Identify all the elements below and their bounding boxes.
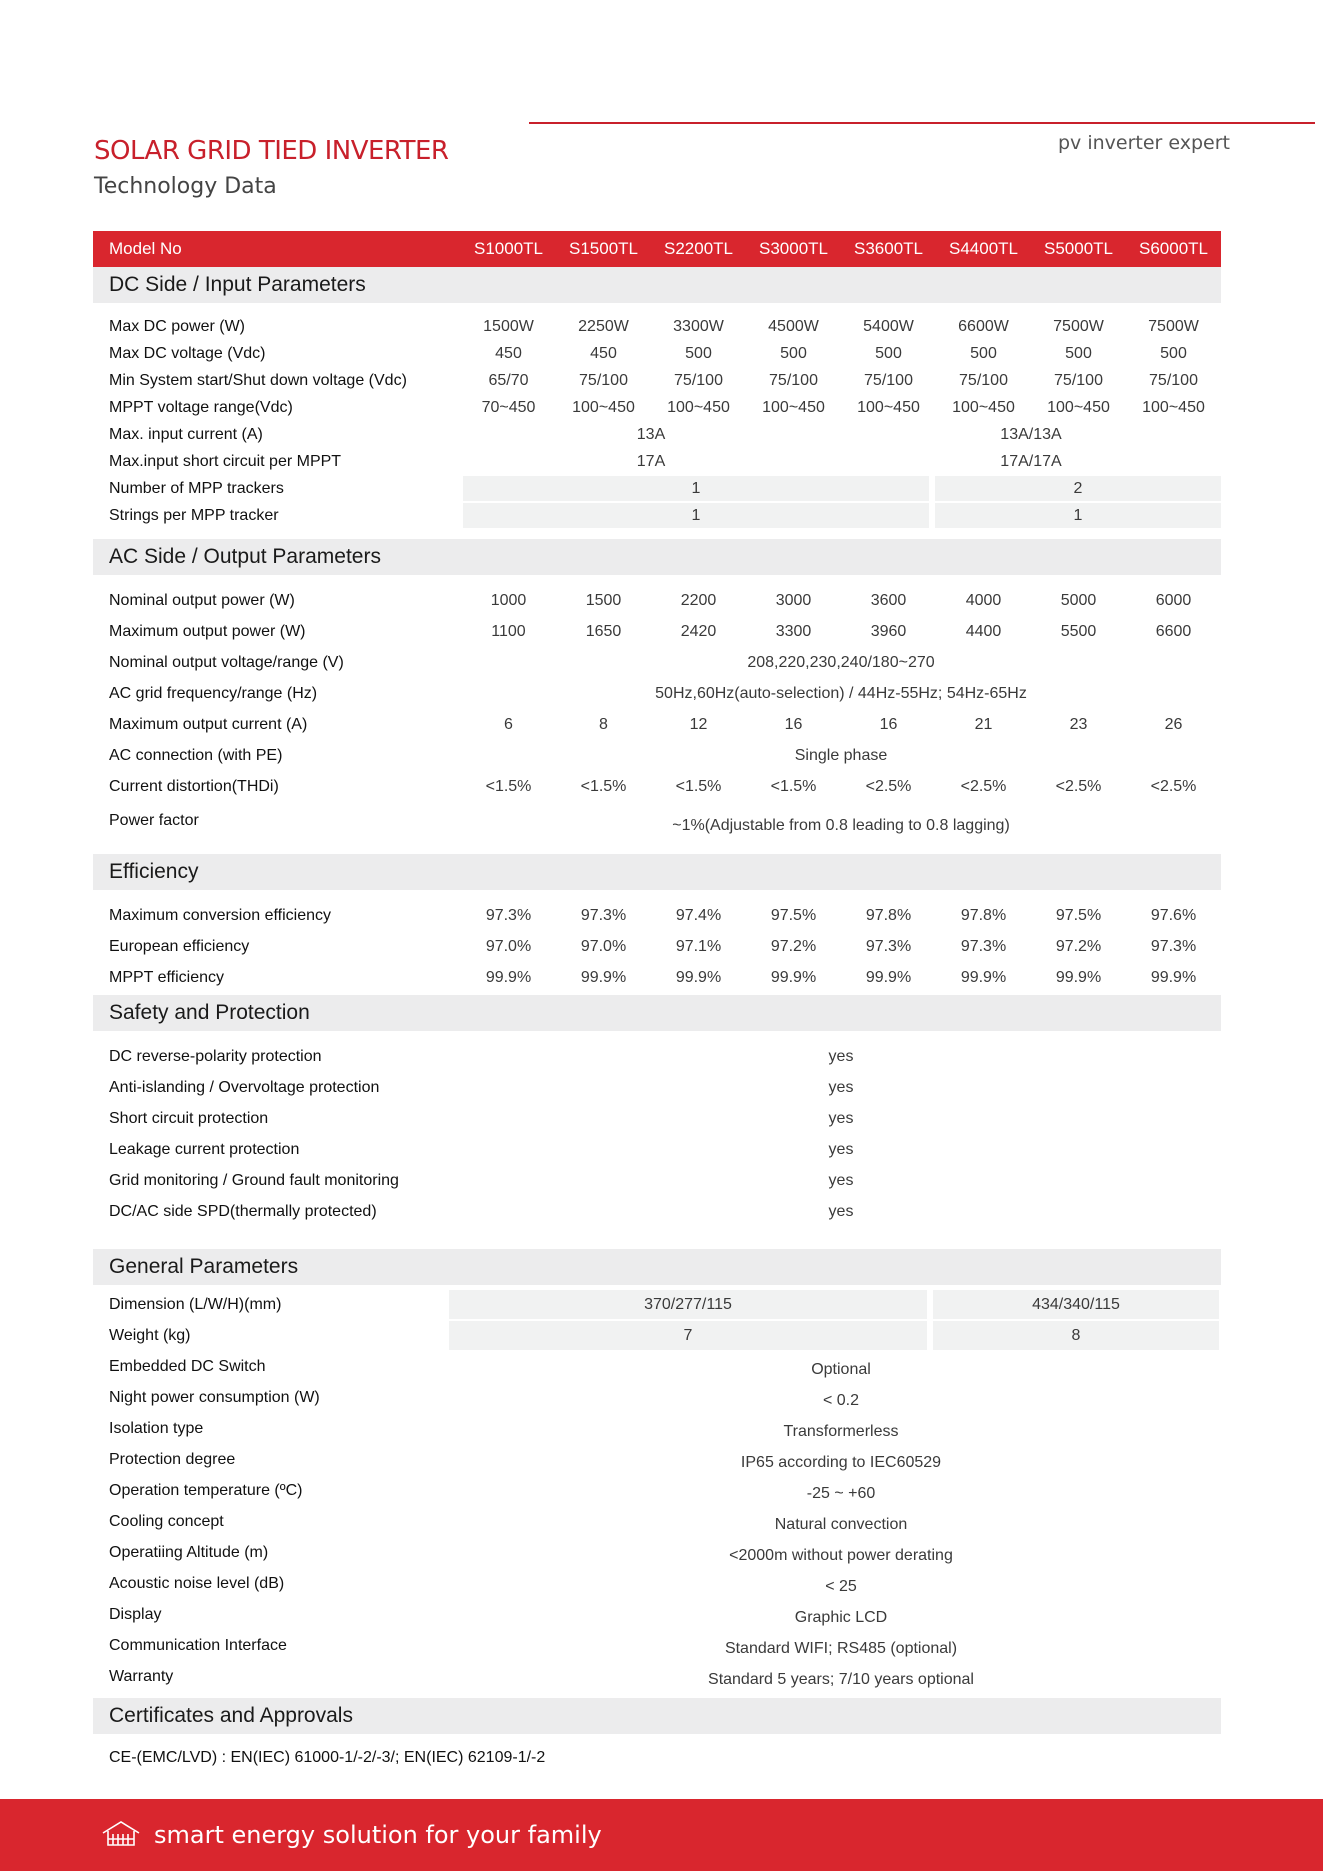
cell-value: 6600W	[958, 317, 1009, 335]
cell-value-merged: Natural convection	[774, 1515, 908, 1533]
house-sun-icon	[100, 1818, 142, 1853]
cell-value: 100~450	[572, 398, 635, 416]
cell-value-group-1: 17A	[636, 452, 666, 470]
footer-banner	[0, 1799, 1323, 1871]
table-row	[93, 340, 1221, 367]
row-label: Display	[109, 1605, 162, 1623]
model-name: S1000TL	[474, 239, 543, 258]
cell-value: 97.2%	[770, 937, 817, 955]
table-row	[93, 1289, 1221, 1320]
cell-value: 97.1%	[675, 937, 722, 955]
cell-value: 97.0%	[580, 937, 627, 955]
row-label: Warranty	[109, 1667, 174, 1685]
cell-value: 100~450	[762, 398, 825, 416]
cell-value: <2.5%	[1150, 777, 1197, 795]
cell-value-merged: Optional	[811, 1360, 871, 1378]
cell-value-merged: yes	[828, 1171, 854, 1189]
table-row	[93, 740, 1221, 771]
model-name: S1500TL	[569, 239, 638, 258]
table-row	[93, 1041, 1221, 1072]
table-row	[93, 475, 1221, 502]
cell-value-group-2: 1	[935, 503, 1221, 528]
cell-value-group-2: 434/340/115	[933, 1290, 1219, 1319]
cell-value: 97.4%	[675, 906, 722, 924]
cell-value: 16	[784, 715, 803, 733]
cell-value: 1000	[490, 591, 527, 609]
row-label: DC reverse-polarity protection	[109, 1047, 322, 1065]
model-name: S4400TL	[949, 239, 1018, 258]
cell-value-merged: Standard WIFI; RS485 (optional)	[724, 1639, 958, 1657]
row-label: Protection degree	[109, 1450, 236, 1468]
row-label: Maximum conversion efficiency	[109, 906, 332, 924]
cell-value: 1650	[585, 622, 622, 640]
cell-value: 500	[1065, 344, 1092, 362]
table-row	[93, 1506, 1221, 1537]
cell-value-merged: < 0.2	[822, 1391, 860, 1409]
cell-value: 100~450	[1047, 398, 1110, 416]
certificates-text: CE-(EMC/LVD) : EN(IEC) 61000-1/-2/-3/; EN(IEC) 62109-1/-2	[109, 1748, 546, 1766]
cell-value-merged: ~1%(Adjustable from 0.8 leading to 0.8 lagging)	[672, 817, 1010, 834]
section-efficiency-title: Efficiency	[93, 854, 1221, 890]
cell-value: 3600	[870, 591, 907, 609]
cell-value: 5000	[1060, 591, 1097, 609]
cell-value: 500	[685, 344, 712, 362]
cell-value: 450	[495, 344, 522, 362]
cell-value: <1.5%	[580, 777, 627, 795]
cell-value: 7500W	[1148, 317, 1199, 335]
row-label: Embedded DC Switch	[109, 1357, 266, 1375]
cell-value: 75/100	[959, 371, 1008, 389]
cell-value: 75/100	[769, 371, 818, 389]
cell-value: 26	[1164, 715, 1183, 733]
row-label: AC grid frequency/range (Hz)	[109, 684, 318, 702]
cell-value: 4000	[965, 591, 1002, 609]
cell-value: 5400W	[863, 317, 914, 335]
cell-value: 2250W	[578, 317, 629, 335]
table-row	[93, 900, 1221, 931]
cell-value: 4400	[965, 622, 1002, 640]
row-label: Grid monitoring / Ground fault monitoring	[109, 1171, 399, 1189]
cell-value-merged: <2000m without power derating	[729, 1546, 953, 1564]
cell-value: 500	[780, 344, 807, 362]
table-row	[93, 802, 1221, 840]
cell-value: <1.5%	[770, 777, 817, 795]
cell-value: 99.9%	[1055, 968, 1102, 986]
model-name: S2200TL	[664, 239, 733, 258]
cell-value: 97.8%	[865, 906, 912, 924]
cell-value: 8	[599, 715, 608, 733]
cell-value-merged: IP65 according to IEC60529	[740, 1453, 942, 1471]
table-row	[93, 313, 1221, 340]
tagline: pv inverter expert	[1057, 132, 1230, 154]
cell-value: 100~450	[667, 398, 730, 416]
cell-value: 6	[504, 715, 513, 733]
cell-value: 75/100	[1149, 371, 1198, 389]
cell-value: 97.8%	[960, 906, 1007, 924]
cell-value-merged: Graphic LCD	[794, 1608, 888, 1626]
row-label: Short circuit protection	[109, 1109, 269, 1127]
row-label: Current distortion(THDi)	[109, 777, 279, 795]
cell-value: 100~450	[1142, 398, 1205, 416]
table-row	[93, 1134, 1221, 1165]
table-row	[93, 367, 1221, 394]
cell-value: <2.5%	[1055, 777, 1102, 795]
cell-value: <1.5%	[485, 777, 532, 795]
section-dc-title: DC Side / Input Parameters	[93, 267, 1221, 303]
cell-value: 99.9%	[770, 968, 817, 986]
cell-value: 16	[879, 715, 898, 733]
header-divider-line	[529, 122, 1315, 124]
cell-value: 65/70	[488, 371, 529, 389]
table-row	[93, 1661, 1221, 1692]
cell-value: 97.6%	[1150, 906, 1197, 924]
cell-value: <2.5%	[960, 777, 1007, 795]
cell-value-merged: -25 ~ +60	[806, 1484, 876, 1502]
row-label: Max. input current (A)	[109, 425, 263, 443]
cell-value-group-1: 370/277/115	[449, 1290, 927, 1319]
section-certificates-title: Certificates and Approvals	[93, 1698, 1221, 1734]
table-row	[93, 394, 1221, 421]
cell-value: 97.0%	[485, 937, 532, 955]
table-row	[93, 647, 1221, 678]
model-name: S6000TL	[1139, 239, 1208, 258]
cell-value: 97.2%	[1055, 937, 1102, 955]
row-label: MPPT voltage range(Vdc)	[109, 398, 293, 416]
row-label: Isolation type	[109, 1419, 204, 1437]
row-label: Operatiing Altitude (m)	[109, 1543, 269, 1561]
cell-value: 99.9%	[485, 968, 532, 986]
table-row	[93, 1444, 1221, 1475]
page-subtitle: Technology Data	[94, 174, 277, 199]
row-label: Leakage current protection	[109, 1140, 300, 1158]
table-row	[93, 962, 1221, 993]
cell-value: 7500W	[1053, 317, 1104, 335]
cell-value: 3960	[870, 622, 907, 640]
model-name: S5000TL	[1044, 239, 1113, 258]
cell-value-merged: 208,220,230,240/180~270	[747, 653, 935, 671]
model-header-label: Model No	[109, 239, 182, 258]
cell-value-group-1: 13A	[636, 425, 666, 443]
cell-value: 4500W	[768, 317, 819, 335]
table-row	[93, 1413, 1221, 1444]
row-label: Max DC power (W)	[109, 317, 246, 335]
cell-value-merged: Single phase	[794, 746, 888, 764]
cell-value: 6600	[1155, 622, 1192, 640]
model-header-row	[93, 231, 1221, 267]
cell-value: 2420	[680, 622, 717, 640]
cell-value-merged: Transformerless	[783, 1422, 899, 1440]
cell-value: 97.3%	[580, 906, 627, 924]
row-label: Min System start/Shut down voltage (Vdc)	[109, 371, 407, 389]
footer-slogan: smart energy solution for your family	[154, 1821, 602, 1849]
row-label: Communication Interface	[109, 1636, 287, 1654]
cell-value: 23	[1069, 715, 1088, 733]
table-row	[93, 1630, 1221, 1661]
table-row	[93, 709, 1221, 740]
cell-value: 1500	[585, 591, 622, 609]
cell-value: 97.3%	[485, 906, 532, 924]
model-name: S3600TL	[854, 239, 923, 258]
table-row	[93, 1165, 1221, 1196]
table-row	[93, 1196, 1221, 1227]
table-row	[93, 931, 1221, 962]
cell-value: 99.9%	[580, 968, 627, 986]
cell-value-merged: yes	[828, 1109, 854, 1127]
cell-value-group-2: 8	[933, 1321, 1219, 1350]
cell-value-merged: yes	[828, 1140, 854, 1158]
cell-value: 97.3%	[1150, 937, 1197, 955]
table-row	[93, 616, 1221, 647]
row-label: Power factor	[109, 812, 199, 829]
cell-value: 97.3%	[865, 937, 912, 955]
cell-value: 1100	[491, 622, 526, 640]
cell-value: 75/100	[864, 371, 913, 389]
row-label: AC connection (with PE)	[109, 746, 283, 764]
page-title: SOLAR GRID TIED INVERTER	[94, 136, 449, 166]
cell-value: 97.5%	[770, 906, 817, 924]
table-row	[93, 1599, 1221, 1630]
cell-value: 97.5%	[1055, 906, 1102, 924]
row-label: Maximum output current (A)	[109, 715, 308, 733]
row-label: European efficiency	[109, 937, 250, 955]
cell-value-merged: yes	[828, 1047, 854, 1065]
cell-value: 75/100	[579, 371, 628, 389]
row-label: MPPT efficiency	[109, 968, 225, 986]
cell-value: 6000	[1155, 591, 1192, 609]
row-label: Anti-islanding / Overvoltage protection	[109, 1078, 380, 1096]
row-label: Max DC voltage (Vdc)	[109, 344, 266, 362]
row-label: Number of MPP trackers	[109, 479, 284, 497]
row-label: DC/AC side SPD(thermally protected)	[109, 1202, 377, 1220]
cell-value-merged: < 25	[825, 1577, 857, 1595]
table-row	[93, 448, 1221, 475]
cell-value: <1.5%	[675, 777, 722, 795]
spec-table	[93, 231, 1221, 1773]
cell-value: 500	[875, 344, 902, 362]
cell-value: 500	[1160, 344, 1187, 362]
cell-value: 12	[689, 715, 708, 733]
row-label: Dimension (L/W/H)(mm)	[109, 1295, 282, 1313]
table-row	[93, 1742, 1221, 1773]
cell-value: 75/100	[674, 371, 723, 389]
cell-value: 500	[970, 344, 997, 362]
cell-value: <2.5%	[865, 777, 912, 795]
cell-value-merged: Standard 5 years; 7/10 years optional	[708, 1670, 974, 1688]
cell-value-group-2: 17A/17A	[1000, 452, 1062, 470]
row-label: Acoustic noise level (dB)	[109, 1574, 285, 1592]
row-label: Weight (kg)	[109, 1326, 191, 1344]
cell-value-group-1: 1	[463, 476, 929, 501]
table-row	[93, 1475, 1221, 1506]
row-label: Nominal output voltage/range (V)	[109, 653, 344, 671]
cell-value: 450	[590, 344, 617, 362]
table-row	[93, 1103, 1221, 1134]
table-row	[93, 678, 1221, 709]
cell-value: 75/100	[1054, 371, 1103, 389]
table-row	[93, 421, 1221, 448]
cell-value-merged: yes	[828, 1202, 854, 1220]
row-label: Operation temperature (ºC)	[109, 1481, 303, 1499]
cell-value-group-2: 13A/13A	[1000, 425, 1062, 443]
cell-value: 3300W	[673, 317, 724, 335]
table-row	[93, 771, 1221, 802]
model-name: S3000TL	[759, 239, 828, 258]
table-row	[93, 1320, 1221, 1351]
cell-value: 100~450	[857, 398, 920, 416]
cell-value: 97.3%	[960, 937, 1007, 955]
cell-value: 100~450	[952, 398, 1015, 416]
row-label: Maximum output power (W)	[109, 622, 306, 640]
table-row	[93, 1072, 1221, 1103]
row-label: Max.input short circuit per MPPT	[109, 452, 342, 470]
section-general-title: General Parameters	[93, 1249, 1221, 1285]
table-row	[93, 1568, 1221, 1599]
cell-value-merged: yes	[828, 1078, 854, 1096]
table-row	[93, 1382, 1221, 1413]
row-label: Strings per MPP tracker	[109, 506, 279, 524]
cell-value: 5500	[1060, 622, 1097, 640]
cell-value: 70~450	[481, 398, 536, 416]
table-row	[93, 1351, 1221, 1382]
cell-value: 99.9%	[1150, 968, 1197, 986]
cell-value: 99.9%	[675, 968, 722, 986]
cell-value-group-2: 2	[935, 476, 1221, 501]
section-safety-title: Safety and Protection	[93, 995, 1221, 1031]
table-row	[93, 502, 1221, 529]
cell-value: 99.9%	[865, 968, 912, 986]
cell-value: 21	[974, 715, 993, 733]
row-label: Nominal output power (W)	[109, 591, 295, 609]
table-row	[93, 585, 1221, 616]
cell-value: 1500W	[483, 317, 534, 335]
row-label: Night power consumption (W)	[109, 1388, 320, 1406]
cell-value: 3000	[775, 591, 812, 609]
cell-value-merged: 50Hz,60Hz(auto-selection) / 44Hz-55Hz; 54Hz-65Hz	[655, 684, 1027, 702]
section-ac-title: AC Side / Output Parameters	[93, 539, 1221, 575]
cell-value: 99.9%	[960, 968, 1007, 986]
row-label: Cooling concept	[109, 1512, 224, 1530]
table-row	[93, 1537, 1221, 1568]
cell-value-group-1: 7	[449, 1321, 927, 1350]
cell-value: 3300	[775, 622, 812, 640]
cell-value: 2200	[680, 591, 717, 609]
cell-value-group-1: 1	[463, 503, 929, 528]
